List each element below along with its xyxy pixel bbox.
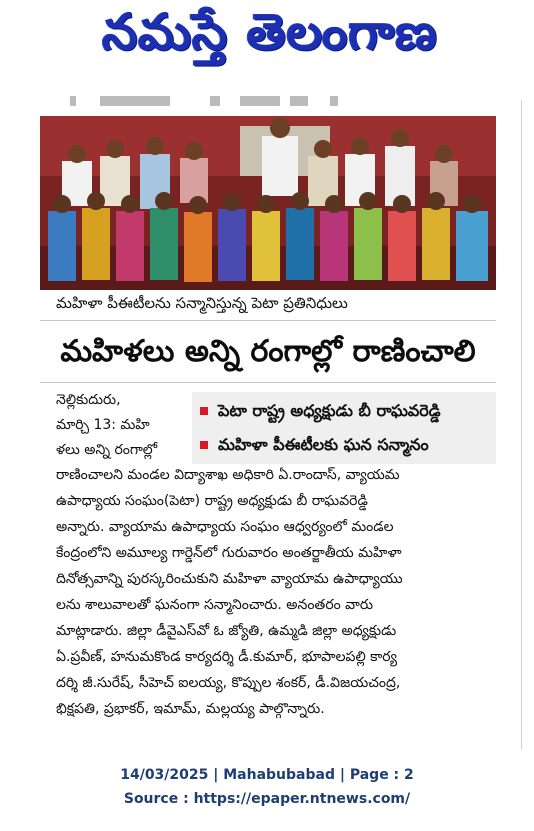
body-line: ఏ.ప్రవీణ్, హనుమకొండ కార్యదర్శి డీ.కుమార్, భూపాలపల్లి కార్య bbox=[56, 649, 398, 665]
source-footer bbox=[0, 763, 534, 811]
body-line: భిక్షపతి, ప్రభాకర్, ఇమామ్, మల్లయ్య పాల్గొన్నారు. bbox=[56, 701, 325, 717]
highlight-item bbox=[200, 396, 441, 426]
article-intro bbox=[56, 388, 196, 463]
body-line: దర్శి జీ.సురేష్, సీహెచ్ ఐలయ్య, కొప్పుల శంకర్, డీ.విజయచంద్ర, bbox=[56, 675, 401, 691]
intro-line: నెల్లికుదురు, bbox=[56, 392, 121, 408]
body-line: దినోత్సవాన్ని పురస్కరించుకుని మహిళా వ్యాయామ ఉపాధ్యాయు bbox=[56, 571, 403, 587]
red-bullet-icon bbox=[200, 441, 208, 449]
rule-bottom bbox=[40, 382, 496, 383]
article-body bbox=[56, 462, 496, 722]
rule-top bbox=[40, 320, 496, 321]
footer-date-edition: 14/03/2025 | Mahabubabad | Page : 2 bbox=[120, 767, 414, 783]
highlights-box bbox=[192, 392, 496, 464]
newspaper-masthead: నమస్తే తెలంగాణ bbox=[102, 2, 438, 61]
body-line: రాణించాలని మండల విద్యాశాఖ అధికారి ఏ.రాందాస్, వ్యాయమ bbox=[56, 467, 400, 483]
news-photo bbox=[40, 116, 496, 290]
cut-text-strip bbox=[40, 96, 496, 108]
column-divider bbox=[521, 100, 522, 750]
body-line: అన్నారు. వ్యాయామ ఉపాధ్యాయ సంఘం ఆధ్వర్యంలో మండల bbox=[56, 519, 394, 535]
intro-line: మార్చి 13: మహి bbox=[56, 417, 150, 433]
intro-line: ళలు అన్ని రంగాల్లో bbox=[56, 442, 158, 458]
photo-caption: మహిళా పీఈటీలను సన్మానిస్తున్న పెటా ప్రతినిధులు bbox=[56, 294, 348, 312]
body-line: లను శాలువాలతో ఘనంగా సన్మానించారు. అనంతరం వారు bbox=[56, 597, 373, 613]
highlight-text: పెటా రాష్ట్ర అధ్యక్షుడు బీ రాఘవరెడ్డి bbox=[218, 401, 441, 420]
body-line: మాట్లాడారు. జిల్లా డీవైఎస్‌వో ఓ జ్యోతి, ఉమ్మడి జిల్లా అధ్యక్షుడు bbox=[56, 623, 397, 639]
red-bullet-icon bbox=[200, 407, 208, 415]
highlight-item bbox=[200, 430, 429, 460]
body-line: కేంద్రంలోని అమూల్య గార్డెన్‌లో గురువారం అంతర్జాతీయ మహిళా bbox=[56, 545, 402, 561]
highlight-text: మహిళా పీఈటీలకు ఘన సన్మానం bbox=[218, 435, 429, 454]
footer-source-link[interactable]: Source : https://epaper.ntnews.com/ bbox=[123, 791, 411, 807]
article-headline: మహిళలు అన్ని రంగాల్లో రాణించాలి bbox=[60, 334, 476, 369]
body-line: ఉపాధ్యాయ సంఘం(పెటా) రాష్ట్ర అధ్యక్షుడు బీ రాఘవరెడ్డి bbox=[56, 493, 368, 509]
